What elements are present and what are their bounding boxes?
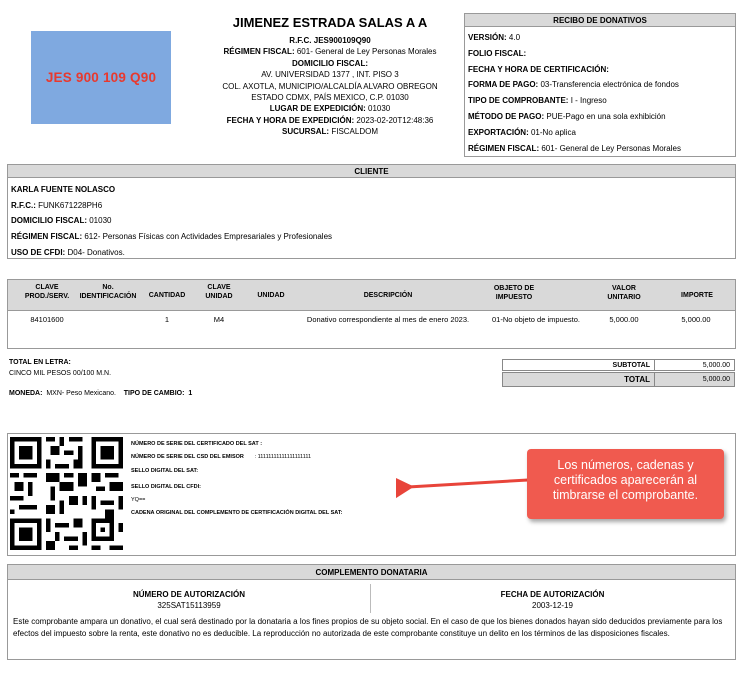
total-value: 5,000.00 <box>702 376 730 383</box>
issuer-branch: SUCURSAL: FISCALDOM <box>281 127 378 137</box>
client-address: DOMICILIO FISCAL: 01030 <box>11 216 112 226</box>
receipt-row: MÉTODO DE PAGO: PUE-Pago en una sola exhibición <box>468 111 666 121</box>
issuer-name: JIMENEZ ESTRADA SALAS A A <box>232 15 428 30</box>
receipt-info-panel <box>464 13 736 157</box>
col-header-objeto: OBJETO DE IMPUESTO <box>493 285 535 301</box>
original-chain: CADENA ORIGINAL DEL COMPLEMENTO DE CERTIFICACIÓN DIGITAL DEL SAT: <box>131 510 343 517</box>
col-header-descripcion: DESCRIPCIÓN <box>363 292 413 299</box>
info-callout: Los números, cadenas y certificados aparecerán al timbrarse el comprobante. <box>527 449 724 519</box>
client-cfdi-use: USO DE CFDI: D04- Donativos. <box>11 247 125 257</box>
col-header-valor: VALOR UNITARIO <box>607 285 641 301</box>
issuer-csd-serial: NÚMERO DE SERIE DEL CSD DEL EMISOR : 11111111111111111111 <box>131 454 312 461</box>
subtotal-value: 5,000.00 <box>702 362 730 369</box>
col-header-unidad: UNIDAD <box>257 292 285 299</box>
receipt-row: VERSIÓN: 4.0 <box>468 33 521 42</box>
col-header-cantidad: CANTIDAD <box>148 292 186 299</box>
items-table <box>7 279 736 349</box>
cfdi-digital-seal: SELLO DIGITAL DEL CFDI: <box>131 483 201 490</box>
issuer-regime: RÉGIMEN FISCAL: 601- General de Ley Personas Morales <box>223 47 437 57</box>
authorization-number: NÚMERO DE AUTORIZACIÓN 325SAT15113959 <box>133 590 245 610</box>
client-name: KARLA FUENTE NOLASCO <box>11 185 116 194</box>
receipt-row: EXPORTACIÓN: 01-No aplica <box>468 127 576 137</box>
issuer-address-3: ESTADO CDMX, PAÍS MEXICO, C.P. 01030 <box>251 93 409 103</box>
sat-info <box>131 438 342 521</box>
cell-valor: 5,000.00 <box>609 315 639 324</box>
client-regime: RÉGIMEN FISCAL: 612- Personas Físicas con Actividades Empresariales y Profesionales <box>11 232 333 242</box>
amount-in-words: TOTAL EN LETRA: CINCO MIL PESOS 00/100 M.N. <box>9 359 112 377</box>
subtotal-row <box>502 359 735 371</box>
company-logo <box>31 31 171 124</box>
sat-cert-serial: NÚMERO DE SERIE DEL CERTIFICADO DEL SAT : <box>131 441 263 447</box>
cell-clave-unidad: M4 <box>213 315 225 324</box>
col-header-clave-unidad: CLAVE UNIDAD <box>205 284 233 300</box>
complement-title: COMPLEMENTO DONATARIA <box>8 565 735 580</box>
currency-line: MONEDA: MXN- Peso Mexicano. TIPO DE CAMBIO: 1 <box>9 390 193 397</box>
sat-digital-seal: SELLO DIGITAL DEL SAT: <box>131 467 199 474</box>
total-label: TOTAL <box>503 373 655 386</box>
receipt-row: FORMA DE PAGO: 03-Transferencia electrónica de fondos <box>468 80 679 90</box>
client-panel <box>7 164 736 259</box>
authorization-date: FECHA DE AUTORIZACIÓN 2003-12-19 <box>500 590 605 610</box>
logo-text: JES 900 109 Q90 <box>45 70 157 85</box>
items-table-header <box>8 280 735 311</box>
col-header-no-id: No. IDENTIFICACIÓN <box>79 284 137 300</box>
receipt-row: TIPO DE COMPROBANTE: I - Ingreso <box>468 96 607 106</box>
client-rfc: R.F.C.: FUNK671228PH6 <box>11 200 103 210</box>
receipt-row: RÉGIMEN FISCAL: 601- General de Ley Personas Morales <box>468 143 681 153</box>
col-header-importe: IMPORTE <box>681 292 713 299</box>
total-row <box>502 372 735 387</box>
cell-descripcion: Donativo correspondiente al mes de enero 2023. <box>306 315 470 324</box>
legal-notice: Este comprobante ampara un donativo, el cual será destinado por la donataria a los fines propios de su objeto social. En el caso de que los bienes donados hayan sido deducidos previamente para los efectos del impuesto sobre la renta, este donativo no es deducible. La reproducción no autorizada de este comprobante constituye un delito en los términos de las disposiciones fiscales. <box>13 617 723 638</box>
issuer-date: FECHA Y HORA DE EXPEDICIÓN: 2023-02-20T12:48:36 <box>226 115 434 125</box>
col-header-clave-prod: CLAVE PROD./SERV. <box>24 284 70 300</box>
receipt-row: FECHA Y HORA DE CERTIFICACIÓN: <box>468 64 609 74</box>
donee-complement-panel <box>7 564 736 660</box>
cell-importe: 5,000.00 <box>681 315 711 324</box>
cell-cantidad: 1 <box>164 315 170 324</box>
receipt-row: FOLIO FISCAL: <box>468 48 527 58</box>
cell-objeto: 01-No objeto de impuesto. <box>492 315 580 324</box>
cell-clave-prod: 84101600 <box>30 315 64 324</box>
client-title: CLIENTE <box>8 165 735 178</box>
qr-code <box>10 437 123 550</box>
issuer-address-label: DOMICILIO FISCAL: <box>292 58 368 68</box>
issuer-address-2: COL. AXOTLA, MUNICIPIO/ALCALDÍA ALVARO OBREGON <box>222 81 438 91</box>
issuer-rfc: R.F.C. JES900109Q90 <box>289 36 371 45</box>
issuer-address-1: AV. UNIVERSIDAD 1377 , INT. PISO 3 <box>261 70 399 80</box>
issuer-place: LUGAR DE EXPEDICIÓN: 01030 <box>269 104 391 114</box>
subtotal-label: SUBTOTAL <box>503 360 655 370</box>
totals-box <box>502 359 735 387</box>
receipt-title: RECIBO DE DONATIVOS <box>465 14 735 27</box>
arrow-left-icon <box>396 470 530 500</box>
issuer-block <box>190 14 470 138</box>
cfdi-seal-value: YQ== <box>131 497 146 504</box>
